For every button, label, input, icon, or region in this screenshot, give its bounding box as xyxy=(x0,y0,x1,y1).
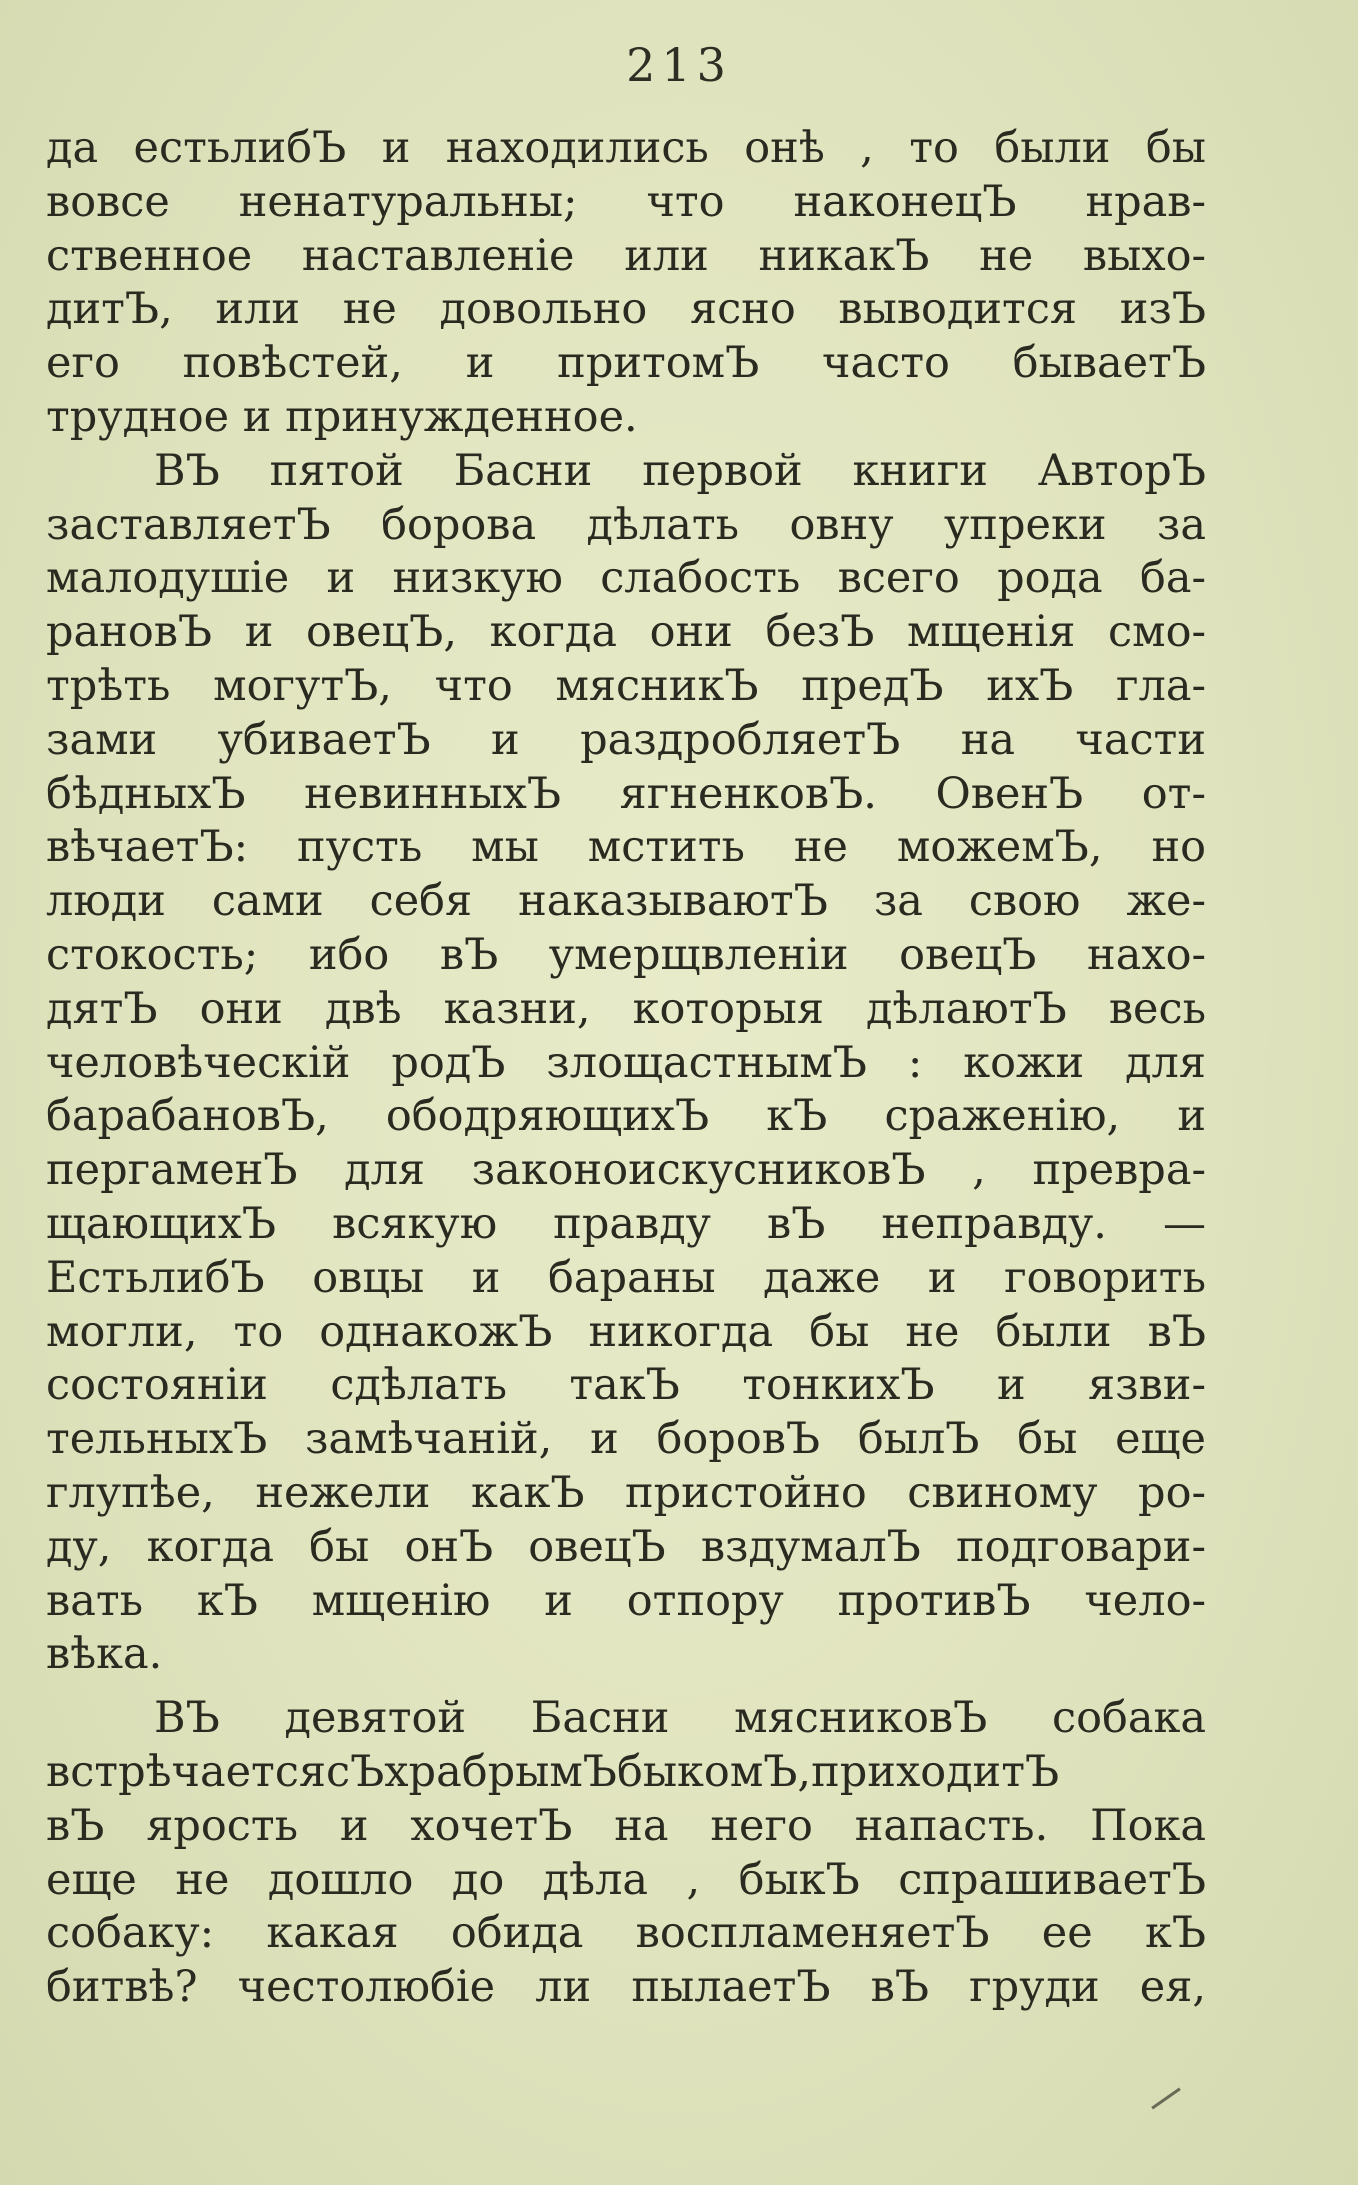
paragraph xyxy=(46,122,1206,445)
text-line: встрѣчаетсясЪхрабрымЪбыкомЪ,приходитЪ xyxy=(46,1746,1060,1797)
paragraph xyxy=(46,445,1206,1682)
text-line: состояніи сдѣлать такЪ тонкихЪ и язви- xyxy=(46,1360,1206,1411)
text-line: барабановЪ, ободряющихЪ кЪ сраженію, и xyxy=(46,1091,1206,1142)
text-line: щающихЪ всякую правду вЪ неправду. — xyxy=(46,1198,1206,1249)
text-line: ственное наставленіе или никакЪ не выхо- xyxy=(46,230,1206,281)
text-line: человѣческій родЪ злощастнымЪ : кожи для xyxy=(46,1037,1206,1088)
text-line: ду, когда бы онЪ овецЪ вздумалЪ подговари- xyxy=(46,1521,1206,1572)
text-line: дятЪ они двѣ казни, которыя дѣлаютЪ весь xyxy=(46,983,1206,1034)
paragraph-spacer xyxy=(46,1682,1206,1692)
text-line: ВЪ девятой Басни мясниковЪ собака xyxy=(154,1693,1206,1744)
text-line: еще не дошло до дѣла , быкЪ спрашиваетЪ xyxy=(46,1854,1206,1905)
text-line: трѣть могутЪ, что мясникЪ предЪ ихЪ гла- xyxy=(46,660,1206,711)
text-line: рановЪ и овецЪ, когда они безЪ мщенія смо- xyxy=(46,607,1206,658)
text-line: малодушіе и низкую слабость всего рода ба- xyxy=(46,553,1206,604)
text-line: битвѣ? честолюбіе ли пылаетЪ вЪ груди ея, xyxy=(46,1962,1206,2013)
text-line: вѣчаетЪ: пусть мы мстить не можемЪ, но xyxy=(46,822,1206,873)
text-line: люди сами себя наказываютЪ за свою же- xyxy=(46,876,1206,927)
ink-mark xyxy=(1151,2088,1181,2110)
text-line: ЕстьлибЪ овцы и бараны даже и говорить xyxy=(46,1252,1206,1303)
text-line: вЪ ярость и хочетЪ на него напасть. Пока xyxy=(46,1800,1206,1851)
text-line: да естьлибЪ и находились онѣ , то были бы xyxy=(46,123,1206,173)
text-line: заставляетЪ борова дѣлать овну упреки за xyxy=(46,499,1206,550)
text-line: пергаменЪ для законоискусниковЪ , превра- xyxy=(46,1145,1206,1196)
page-number: 213 xyxy=(626,38,732,92)
text-line: тельныхЪ замѣчаній, и боровЪ былЪ бы еще xyxy=(46,1414,1206,1465)
text-line: вать кЪ мщенію и отпору противЪ чело- xyxy=(46,1575,1206,1626)
body-text xyxy=(46,122,1206,2015)
text-line: его повѣстей, и притомЪ часто бываетЪ xyxy=(46,338,1206,389)
text-line: вовсе ненатуральны; что наконецЪ нрав- xyxy=(46,176,1206,227)
text-line: зами убиваетЪ и раздробляетЪ на части xyxy=(46,714,1206,765)
text-line: ВЪ пятой Басни первой книги АвторЪ xyxy=(154,445,1206,496)
text-line: могли, то однакожЪ никогда бы не были вЪ xyxy=(46,1306,1206,1357)
paragraph xyxy=(46,1692,1206,2015)
text-line: глупѣе, нежели какЪ пристойно свиному ро- xyxy=(46,1467,1206,1518)
text-line: стокость; ибо вЪ умерщвленіи овецЪ нахо- xyxy=(46,929,1206,980)
text-line: трудное и принужденное. xyxy=(46,391,638,442)
text-line: вѣка. xyxy=(46,1629,163,1680)
text-line: собаку: какая обида воспламеняетЪ ее кЪ xyxy=(46,1908,1206,1959)
text-line: дитЪ, или не довольно ясно выводится изЪ xyxy=(46,284,1206,335)
text-line: бѣдныхЪ невинныхЪ ягненковЪ. ОвенЪ от- xyxy=(46,768,1206,819)
